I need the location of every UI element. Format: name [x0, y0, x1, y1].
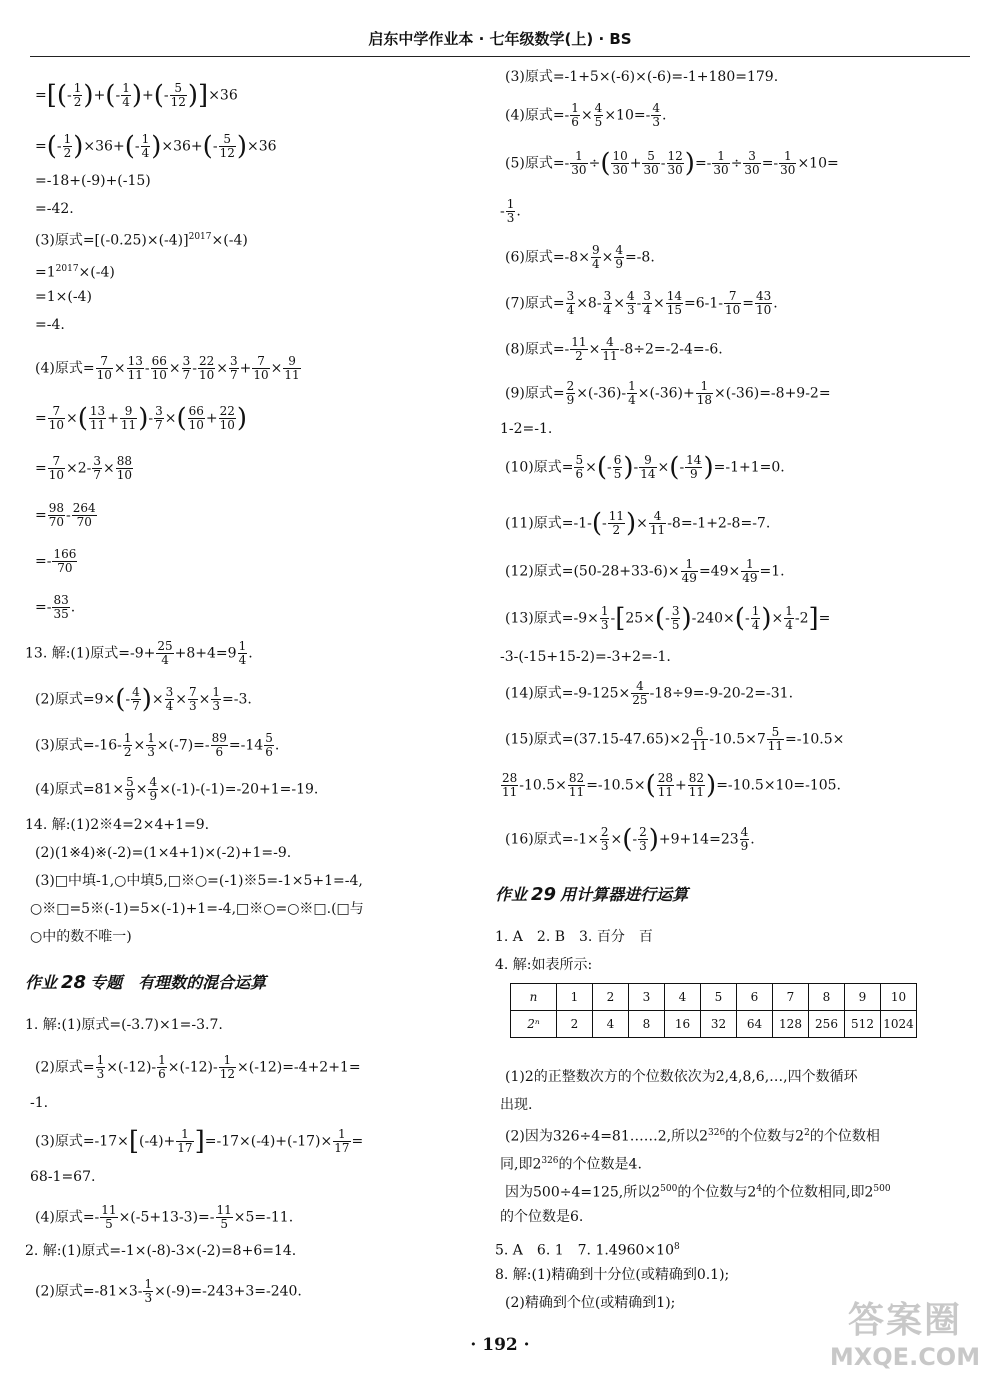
- line-a3: (1)2的正整数次方的个位数依次为2,4,8,6,…,四个数循环: [505, 1069, 858, 1085]
- line-r1: (3)原式=-1+5×(-6)×(-6)=-1+180=179.: [505, 69, 779, 85]
- line-r12: (14)原式=-9-125× $\frac{4}{25}$ -18÷9=-9-20-2=-31.: [505, 679, 794, 707]
- line-r9: (11)原式=-1-(- $\frac{11}{2}$ )× $\frac{4}{11}$ -8=-1+2-8=-7.: [505, 508, 771, 539]
- line-a10: 8. 解:(1)精确到十分位(或精确到0.1);: [495, 1267, 730, 1283]
- line-l5: (3)原式$=[(-0.25)\times(-4)]^{2017}\times(-4)$: [35, 232, 248, 249]
- line-s2a: 2. 解:(1)原式=-1×(-8)-3×(-2)=8+6=14.: [25, 1243, 297, 1259]
- table-row: 2ⁿ 2 4 8 16 32 64 128 256 512 1024: [511, 1011, 917, 1038]
- page-header: 启东中学作业本 · 七年级数学(上) · BS: [368, 30, 632, 48]
- line-a9: 5. A 6. 1 7. $1.4960\times 10^8$: [495, 1242, 680, 1259]
- watermark-logo: [820, 1292, 990, 1371]
- line-r10: (12)原式=(50-28+33-6)× $\frac{1}{49}$ =49× $\frac{1}{49}$ =1.: [505, 557, 785, 585]
- table-row: n 1 2 3 4 5 6 7 8 9 10: [511, 984, 917, 1011]
- line-s1c2: 68-1=67.: [30, 1169, 96, 1185]
- line-l3: =-18+(-9)+(-15): [35, 173, 151, 189]
- line-r11: (13)原式=-9× $\frac{1}{3}$ -[25×(- $\frac{3}{5}$ )-240×(- $\frac{1}{4}$ )× $\frac{1}{4}$ -2]=: [505, 603, 831, 634]
- line-l13: =- $\frac{166}{70}$: [35, 547, 77, 575]
- line-q14a: 14. 解:(1)2※4=2×4+1=9.: [25, 817, 210, 833]
- line-l10: = $\frac{7}{10}$ ×( $\frac{13}{11}$ + $\frac{9}{11}$ )- $\frac{3}{7}$ ×( $\frac{66}{10}$ + $\frac{22}{10}$ ): [35, 403, 248, 434]
- line-r6: (8)原式=- $\frac{11}{2}$ × $\frac{4}{11}$ -8÷2=-2-4=-6.: [505, 335, 723, 363]
- line-a1: 1. A 2. B 3. 百分 百: [495, 929, 653, 945]
- line-l2: =(- $\frac{1}{2}$ )×36+(- $\frac{1}{4}$ )×36+(- $\frac{5}{12}$ )×36: [35, 131, 277, 162]
- line-a8: 的个位数是6.: [500, 1209, 584, 1225]
- line-r7b: 1-2=-1.: [500, 421, 553, 437]
- line-r3: (5)原式=- $\frac{1}{30}$ ÷( $\frac{10}{30}$ + $\frac{5}{30}$ - $\frac{12}{30}$ )=- $\frac{1}{30}$ ÷ $\frac{3}{30}$ =- $\frac{1}{30}$ ×10=: [505, 148, 839, 179]
- line-s1a: 1. 解:(1)原式=(-3.7)×1=-3.7.: [25, 1017, 223, 1033]
- line-r5: (7)原式= $\frac{3}{4}$ ×8- $\frac{3}{4}$ × $\frac{4}{3}$ - $\frac{3}{4}$ × $\frac{14}{15}$ =6-1- $\frac{7}{10}$ = $\frac{43}{10}$ .: [505, 289, 778, 317]
- line-s1b: (2)原式= $\frac{1}{3}$ ×(-12)- $\frac{1}{6}$ ×(-12)- $\frac{1}{12}$ ×(-12)=-4+2+1=: [35, 1053, 361, 1081]
- line-r4: (6)原式=-8× $\frac{9}{4}$ × $\frac{4}{9}$ =-8.: [505, 243, 655, 271]
- watermark-text-cn: 答案圈: [847, 1300, 962, 1341]
- line-a2: 4. 解:如表所示:: [495, 957, 593, 973]
- line-q13d: (4)原式=81× $\frac{5}{9}$ × $\frac{4}{9}$ ×(-1)-(-1)=-20+1=-19.: [35, 775, 319, 803]
- line-l6: $=1^{2017}\times(-4)$: [35, 264, 115, 281]
- line-r13: (15)原式=(37.15-47.65)×2 $\frac{6}{11}$ -10.5×7 $\frac{5}{11}$ =-10.5×: [505, 725, 845, 753]
- header-rule: [30, 56, 970, 57]
- line-s1d: (4)原式=- $\frac{11}{5}$ ×(-5+13-3)=- $\frac{11}{5}$ ×5=-11.: [35, 1203, 294, 1231]
- line-r11b: -3-(-15+15-2)=-3+2=-1.: [500, 649, 671, 665]
- line-r8: (10)原式= $\frac{5}{6}$ ×(- $\frac{6}{5}$ )- $\frac{9}{14}$ ×(- $\frac{14}{9}$ )=-1+1=0.: [505, 452, 785, 483]
- line-r7: (9)原式= $\frac{2}{9}$ ×(-36)- $\frac{1}{4}$ ×(-36)+ $\frac{1}{18}$ ×(-36)=-8+9-2=: [505, 379, 831, 407]
- line-l1: =[(- $\frac{1}{2}$ )+(- $\frac{1}{4}$ )+(- $\frac{5}{12}$ )]×36: [35, 80, 238, 111]
- line-l14: =- $\frac{83}{35}$ .: [35, 593, 76, 621]
- line-a11: (2)精确到个位(或精确到1);: [505, 1295, 676, 1311]
- line-r3b: - $\frac{1}{3}$ .: [500, 197, 521, 225]
- line-s2b: (2)原式=-81×3- $\frac{1}{3}$ ×(-9)=-243+3=-240.: [35, 1277, 302, 1305]
- line-a5: (2)因为326÷4=81……2,所以$2^{326}$的个位数与$2^2$的个位数相: [505, 1128, 880, 1145]
- line-q14e: ○中的数不唯一): [30, 929, 132, 945]
- line-q14c: (3)□中填-1,○中填5,□※○=(-1)※5=-1×5+1=-4,: [35, 873, 363, 889]
- section-28-title: 作业 28 专题 有理数的混合运算: [25, 972, 267, 993]
- line-l8: =-4.: [35, 317, 65, 333]
- table-header-2n: 2ⁿ: [511, 1011, 557, 1038]
- watermark-text-en: MXQE.COM: [829, 1343, 981, 1371]
- line-q14d: ○※□=5※(-1)=5×(-1)+1=-4,□※○=○※□.(□与: [30, 901, 364, 917]
- line-a6: 同,即$2^{326}$的个位数是4.: [500, 1156, 642, 1173]
- line-q14b: (2)(1※4)※(-2)=(1×4+1)×(-2)+1=-9.: [35, 845, 292, 861]
- line-q13a: 13. 解:(1)原式=-9+ $\frac{25}{4}$ +8+4=9 $\frac{1}{4}$ .: [25, 639, 253, 667]
- line-s1b2: -1.: [30, 1095, 49, 1111]
- line-q13c: (3)原式=-16- $\frac{1}{2}$ × $\frac{1}{3}$ ×(-7)=- $\frac{89}{6}$ =-14 $\frac{5}{6}$ .: [35, 731, 280, 759]
- line-r2: (4)原式=- $\frac{1}{6}$ × $\frac{4}{5}$ ×10=- $\frac{4}{3}$ .: [505, 101, 667, 129]
- line-s1c: (3)原式=-17×[(-4)+ $\frac{1}{17}$ ]=-17×(-4)+(-17)× $\frac{1}{17}$ =: [35, 1126, 364, 1157]
- line-l9: (4)原式= $\frac{7}{10}$ × $\frac{13}{11}$ - $\frac{66}{10}$ × $\frac{3}{7}$ - $\frac{22}{10}$ × $\frac{3}{7}$ + $\frac{7}{10}$ × $\frac{9}{11}$: [35, 354, 300, 382]
- line-q13b: (2)原式=9×(- $\frac{4}{7}$ )× $\frac{3}{4}$ × $\frac{7}{3}$ × $\frac{1}{3}$ =-3.: [35, 684, 252, 715]
- line-r14: (16)原式=-1× $\frac{2}{3}$ ×(- $\frac{2}{3}$ )+9+14=23 $\frac{4}{9}$ .: [505, 824, 755, 855]
- section-29-title: 作业 29 用计算器进行运算: [495, 884, 689, 905]
- line-r13b: $\frac{28}{11}$ -10.5× $\frac{82}{11}$ =-10.5×( $\frac{28}{11}$ + $\frac{82}{11}$ )=-10.5×10=-105.: [502, 770, 841, 801]
- line-l4: =-42.: [35, 201, 74, 217]
- line-l11: = $\frac{7}{10}$ ×2- $\frac{3}{7}$ × $\frac{88}{10}$: [35, 454, 133, 482]
- line-l12: = $\frac{98}{70}$ - $\frac{264}{70}$: [35, 501, 96, 529]
- line-l7: =1×(-4): [35, 289, 92, 305]
- line-a4: 出现.: [500, 1097, 533, 1113]
- page-number: · 192 ·: [470, 1335, 530, 1355]
- powers-table: [510, 983, 917, 1038]
- line-a7: 因为500÷4=125,所以$2^{500}$的个位数与$2^4$的个位数相同,即$2^{500}$: [505, 1184, 891, 1201]
- table-header-n: n: [511, 984, 557, 1011]
